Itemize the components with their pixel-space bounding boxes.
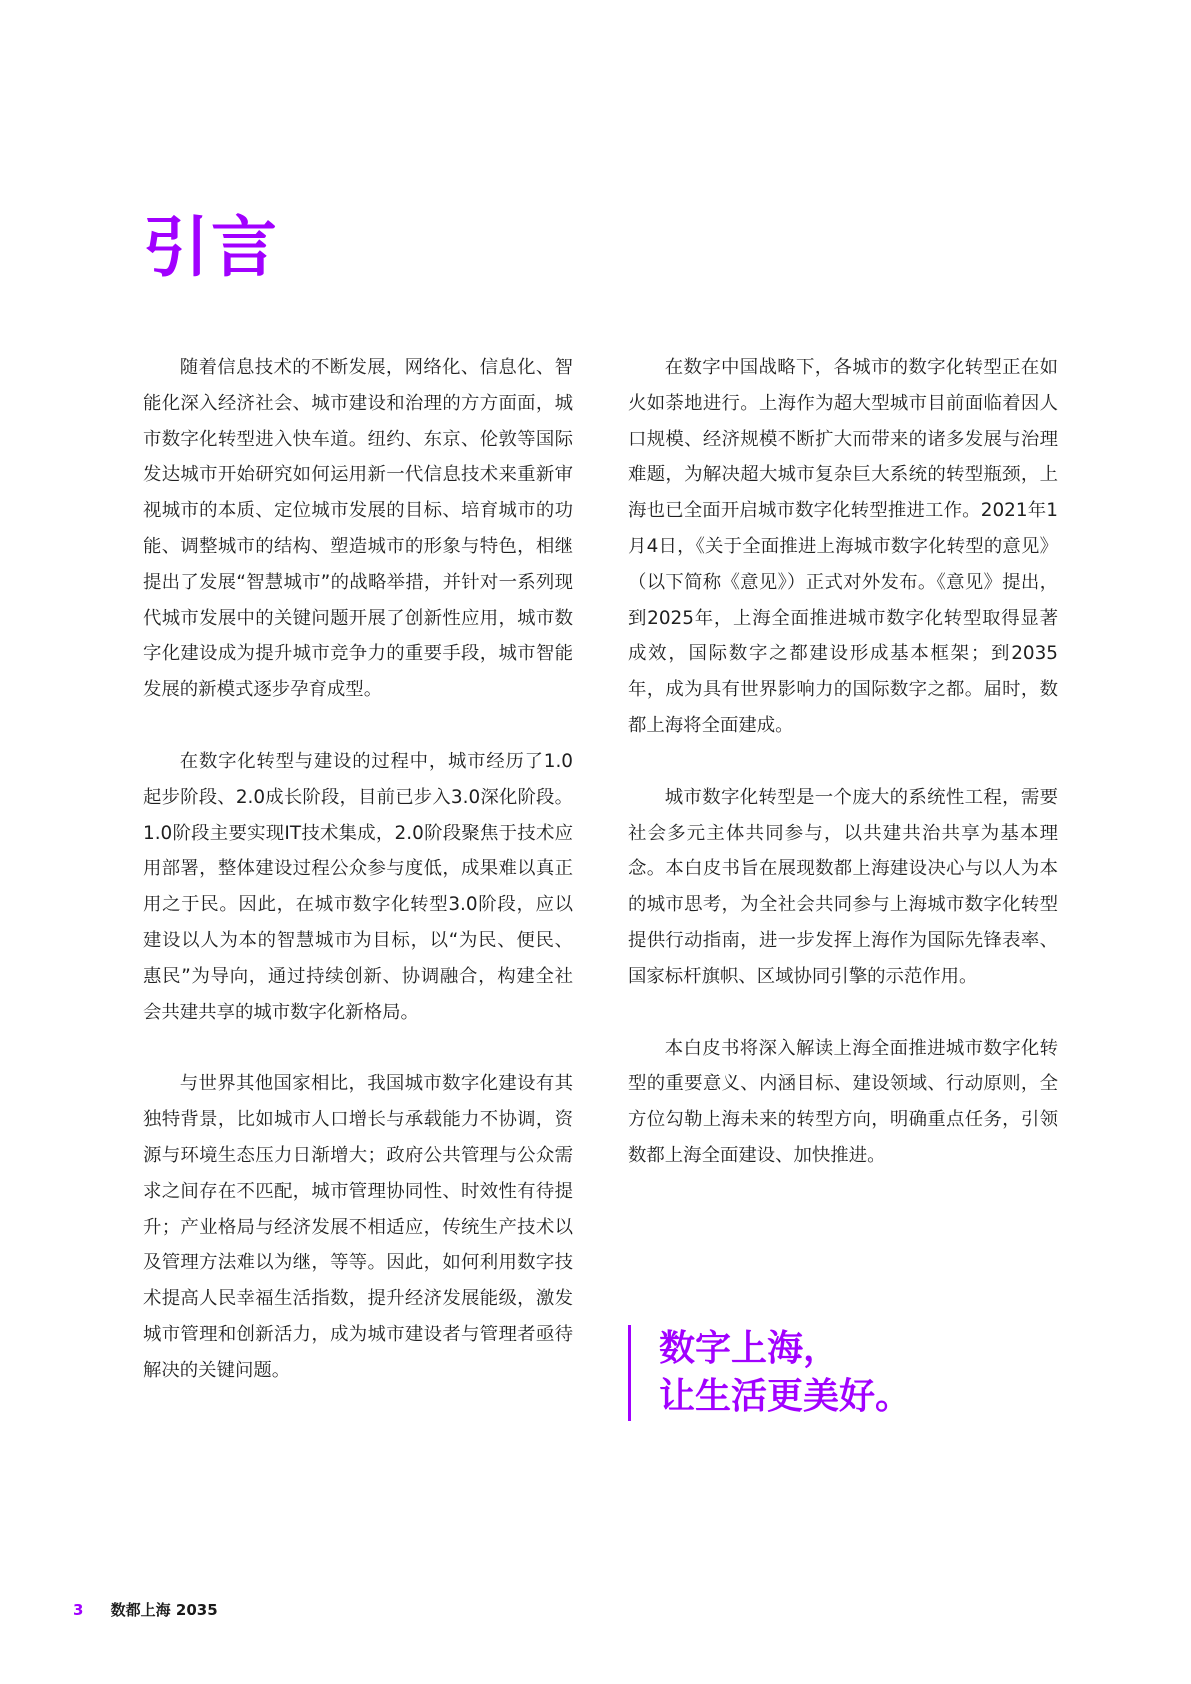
body-paragraph: 随着信息技术的不断发展，网络化、信息化、智能化深入经济社会、城市建设和治理的方方面面，城市数字化转型进入快车道。纽约、东京、伦敦等国际发达城市开始研究如何运用新一代信息技术来重新审视城市的本质、定位城市发展的目标、培育城市的功能、调整城市的结构、塑造城市的形象与特色，相继提出了发展“智慧城市”的战略举措，并针对一系列现代城市发展中的关键问题开展了创新性应用，城市数字化建设成为提升城市竞争力的重要手段，城市智能发展的新模式逐步孕育成型。	[143, 357, 573, 701]
page-number: 3	[73, 1601, 84, 1619]
body-paragraph: 在数字中国战略下，各城市的数字化转型正在如火如荼地进行。上海作为超大型城市目前面临着因人口规模、经济规模不断扩大而带来的诸多发展与治理难题，为解决超大城市复杂巨大系统的转型瓶颈，上海也已全面开启城市数字化转型推进工作。2021年1月4日，《关于全面推进上海城市数字化转型的意见》（以下简称《意见》）正式对外发布。《意见》提出，到2025年，上海全面推进城市数字化转型取得显著成效，国际数字之都建设形成基本框架；到2035年，成为具有世界影响力的国际数字之都。届时，数都上海将全面建成。	[628, 357, 1058, 736]
body-paragraph: 城市数字化转型是一个庞大的系统性工程，需要社会多元主体共同参与，以共建共治共享为基本理念。本白皮书旨在展现数都上海建设决心与以人为本的城市思考，为全社会共同参与上海城市数字化转型提供行动指南，进一步发挥上海作为国际先锋表率、国家标杆旗帜、区域协同引擎的示范作用。	[628, 786, 1058, 987]
pull-quote-line: 让生活更美好。	[659, 1376, 912, 1417]
page-footer	[73, 1600, 218, 1620]
footer-document-title: 数都上海 2035	[110, 1601, 218, 1619]
body-paragraph: 在数字化转型与建设的过程中，城市经历了1.0起步阶段、2.0成长阶段，目前已步入3.0深化阶段。1.0阶段主要实现IT技术集成，2.0阶段聚焦于技术应用部署，整体建设过程公众参与度低，成果难以真正用之于民。因此，在城市数字化转型3.0阶段，应以建设以人为本的智慧城市为目标，以“为民、便民、惠民”为导向，通过持续创新、协调融合，构建全社会共建共享的城市数字化新格局。	[143, 750, 573, 1023]
left-column	[143, 350, 573, 1425]
body-paragraph: 本白皮书将深入解读上海全面推进城市数字化转型的重要意义、内涵目标、建设领域、行动原则，全方位勾勒上海未来的转型方向，明确重点任务，引领数都上海全面建设、加快推进。	[628, 1037, 1058, 1166]
pull-quote	[628, 1325, 911, 1421]
body-paragraph: 与世界其他国家相比，我国城市数字化建设有其独特背景，比如城市人口增长与承载能力不协调，资源与环境生态压力日渐增大；政府公共管理与公众需求之间存在不匹配，城市管理协同性、时效性有待提升；产业格局与经济发展不相适应，传统生产技术以及管理方法难以为继，等等。因此，如何利用数字技术提高人民幸福生活指数，提升经济发展能级，激发城市管理和创新活力，成为城市建设者与管理者亟待解决的关键问题。	[143, 1073, 573, 1381]
page-title: 引言	[143, 209, 279, 286]
pull-quote-line: 数字上海，	[659, 1328, 840, 1369]
right-column	[628, 350, 1058, 1210]
